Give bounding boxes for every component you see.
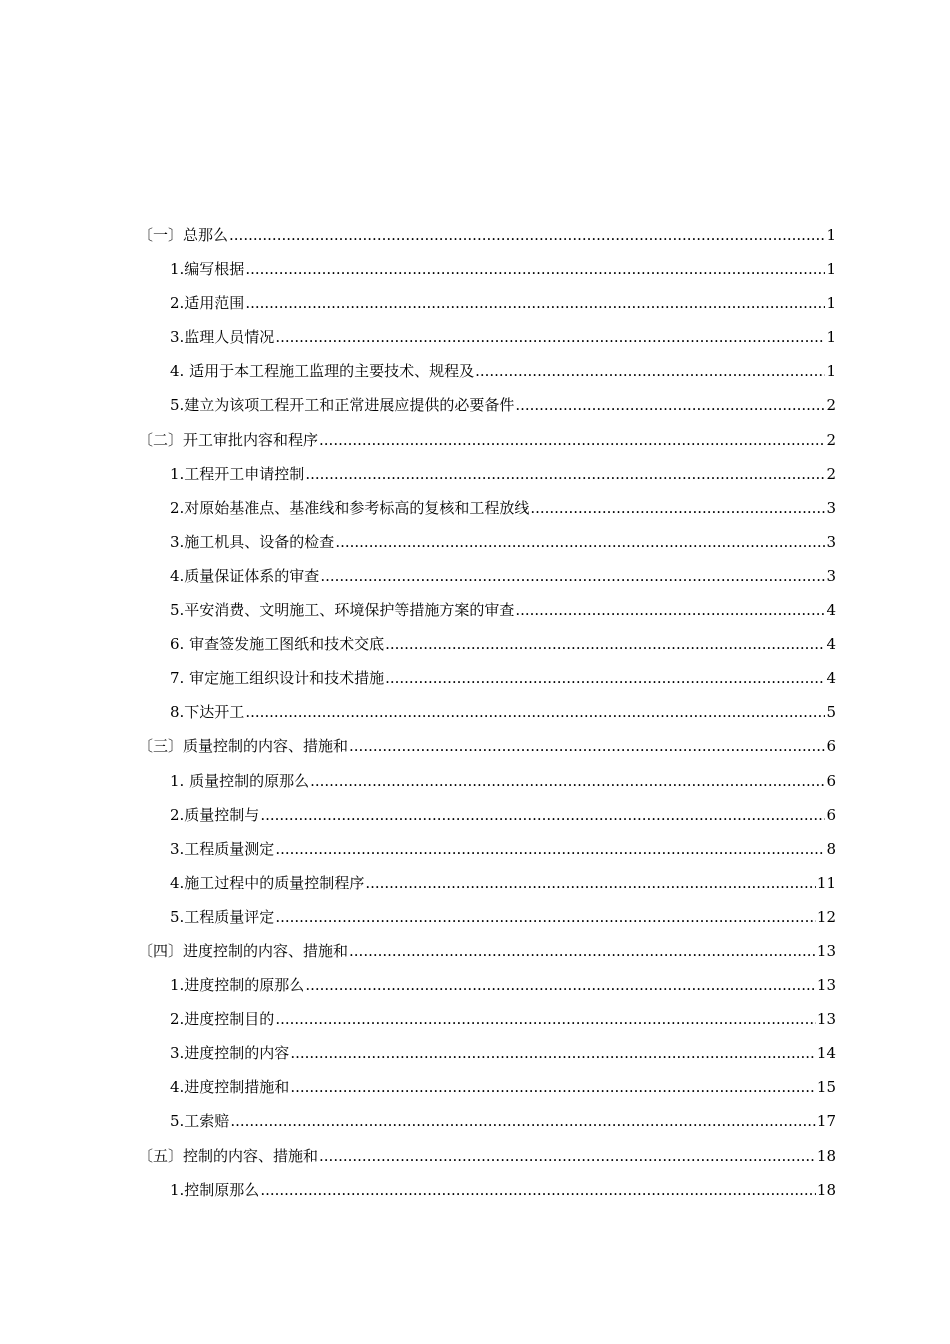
toc-dot-leader bbox=[245, 292, 825, 314]
toc-entry-page-number: 1 bbox=[826, 226, 836, 244]
toc-entry[interactable] bbox=[138, 667, 836, 701]
toc-entry-title: 4. 适用于本工程施工监理的主要技术、规程及 bbox=[170, 362, 475, 381]
toc-entry-title: 2.对原始基准点、基准线和参考标高的复核和工程放线 bbox=[170, 498, 530, 517]
table-of-contents bbox=[138, 224, 836, 1213]
toc-dot-leader bbox=[335, 531, 825, 553]
toc-entry-title: 1.进度控制的原那么 bbox=[170, 976, 305, 995]
toc-entry-title: 5.工索赔 bbox=[170, 1112, 230, 1131]
toc-dot-leader bbox=[385, 667, 825, 689]
toc-dot-leader bbox=[245, 258, 825, 280]
toc-dot-leader bbox=[319, 429, 825, 451]
toc-entry-title: 7. 审定施工组织设计和技术措施 bbox=[170, 669, 385, 688]
toc-entry-page-number: 1 bbox=[826, 328, 836, 347]
toc-entry[interactable] bbox=[138, 1179, 836, 1213]
toc-entry[interactable] bbox=[138, 940, 836, 974]
toc-entry[interactable] bbox=[138, 633, 836, 667]
toc-dot-leader bbox=[475, 360, 825, 382]
toc-entry-page-number: 4 bbox=[826, 635, 836, 654]
toc-entry[interactable] bbox=[138, 701, 836, 735]
toc-entry[interactable] bbox=[138, 565, 836, 599]
toc-dot-leader bbox=[275, 326, 825, 348]
toc-entry-page-number: 3 bbox=[826, 498, 836, 517]
toc-entry-title: 1. 质量控制的原那么 bbox=[170, 771, 310, 790]
toc-entry-title: 〔四〕进度控制的内容、措施和 bbox=[138, 941, 349, 960]
toc-entry[interactable] bbox=[138, 872, 836, 906]
toc-dot-leader bbox=[365, 872, 816, 894]
toc-dot-leader bbox=[290, 1076, 816, 1098]
toc-entry-page-number: 12 bbox=[816, 907, 836, 926]
toc-entry-page-number: 6 bbox=[826, 737, 836, 756]
toc-entry-page-number: 6 bbox=[826, 805, 836, 824]
toc-entry-page-number: 3 bbox=[826, 532, 836, 551]
toc-entry[interactable] bbox=[138, 770, 836, 804]
toc-entry[interactable] bbox=[138, 531, 836, 565]
toc-entry-title: 3.施工机具、设备的检查 bbox=[170, 532, 335, 551]
toc-dot-leader bbox=[319, 1145, 816, 1167]
toc-entry[interactable] bbox=[138, 1076, 836, 1110]
toc-entry[interactable] bbox=[138, 258, 836, 292]
toc-entry-title: 〔一〕总那么 bbox=[138, 226, 229, 244]
toc-entry[interactable] bbox=[138, 974, 836, 1008]
toc-entry-page-number: 1 bbox=[826, 294, 836, 313]
toc-dot-leader bbox=[275, 838, 825, 860]
toc-entry-title: 3.监理人员情况 bbox=[170, 328, 275, 347]
toc-dot-leader bbox=[385, 633, 825, 655]
toc-entry[interactable] bbox=[138, 838, 836, 872]
toc-dot-leader bbox=[305, 974, 816, 996]
toc-dot-leader bbox=[290, 1042, 816, 1064]
toc-entry-page-number: 1 bbox=[826, 362, 836, 381]
toc-entry-page-number: 13 bbox=[816, 976, 836, 995]
toc-entry[interactable] bbox=[138, 360, 836, 394]
toc-dot-leader bbox=[310, 770, 825, 792]
toc-entry-page-number: 13 bbox=[816, 941, 836, 960]
toc-entry-title: 〔三〕质量控制的内容、措施和 bbox=[138, 737, 349, 756]
toc-entry[interactable] bbox=[138, 906, 836, 940]
toc-entry-page-number: 2 bbox=[826, 464, 836, 483]
toc-entry-title: 1.编写根据 bbox=[170, 260, 245, 279]
toc-entry[interactable] bbox=[138, 497, 836, 531]
toc-entry-page-number: 8 bbox=[826, 839, 836, 858]
toc-entry[interactable] bbox=[138, 292, 836, 326]
toc-entry-page-number: 13 bbox=[816, 1010, 836, 1029]
toc-dot-leader bbox=[305, 463, 825, 485]
toc-entry-page-number: 3 bbox=[826, 566, 836, 585]
toc-entry-page-number: 4 bbox=[826, 669, 836, 688]
toc-entry[interactable] bbox=[138, 224, 836, 258]
toc-dot-leader bbox=[349, 940, 816, 962]
toc-dot-leader bbox=[275, 1008, 816, 1030]
toc-entry[interactable] bbox=[138, 599, 836, 633]
toc-entry-title: 2.适用范围 bbox=[170, 294, 245, 313]
toc-entry-page-number: 6 bbox=[826, 771, 836, 790]
toc-entry-title: 1.工程开工申请控制 bbox=[170, 464, 305, 483]
toc-entry[interactable] bbox=[138, 1110, 836, 1144]
toc-dot-leader bbox=[515, 394, 825, 416]
toc-entry-title: 〔二〕开工审批内容和程序 bbox=[138, 430, 319, 449]
toc-entry[interactable] bbox=[138, 463, 836, 497]
toc-entry-page-number: 14 bbox=[816, 1044, 836, 1063]
toc-entry[interactable] bbox=[138, 394, 836, 428]
toc-dot-leader bbox=[229, 224, 825, 246]
toc-dot-leader bbox=[320, 565, 825, 587]
toc-entry-title: 8.下达开工 bbox=[170, 703, 245, 722]
toc-dot-leader bbox=[515, 599, 825, 621]
toc-entry-title: 6. 审查签发施工图纸和技术交底 bbox=[170, 635, 385, 654]
toc-dot-leader bbox=[530, 497, 825, 519]
toc-entry[interactable] bbox=[138, 1042, 836, 1076]
toc-entry-title: 5.建立为该项工程开工和正常进展应提供的必要备件 bbox=[170, 396, 515, 415]
toc-entry-title: 2.质量控制与 bbox=[170, 805, 260, 824]
toc-entry-title: 〔五〕控制的内容、措施和 bbox=[138, 1146, 319, 1165]
toc-entry-page-number: 2 bbox=[826, 396, 836, 415]
toc-dot-leader bbox=[260, 804, 825, 826]
toc-entry[interactable] bbox=[138, 1008, 836, 1042]
toc-entry-title: 3.进度控制的内容 bbox=[170, 1044, 290, 1063]
toc-entry[interactable] bbox=[138, 804, 836, 838]
toc-entry[interactable] bbox=[138, 735, 836, 769]
toc-entry-title: 3.工程质量测定 bbox=[170, 839, 275, 858]
toc-entry-page-number: 4 bbox=[826, 601, 836, 620]
toc-entry-title: 2.进度控制目的 bbox=[170, 1010, 275, 1029]
toc-entry-page-number: 5 bbox=[826, 703, 836, 722]
toc-entry-title: 5.平安消费、文明施工、环境保护等措施方案的审查 bbox=[170, 601, 515, 620]
toc-dot-leader bbox=[230, 1110, 816, 1132]
toc-entry-page-number: 1 bbox=[826, 260, 836, 279]
toc-dot-leader bbox=[275, 906, 816, 928]
toc-entry[interactable] bbox=[138, 326, 836, 360]
toc-entry-page-number: 18 bbox=[816, 1180, 836, 1199]
toc-dot-leader bbox=[260, 1179, 816, 1201]
toc-entry-page-number: 15 bbox=[816, 1078, 836, 1097]
toc-entry-title: 1.控制原那么 bbox=[170, 1180, 260, 1199]
toc-entry-title: 5.工程质量评定 bbox=[170, 907, 275, 926]
toc-entry-title: 4.质量保证体系的审查 bbox=[170, 566, 320, 585]
toc-entry-page-number: 17 bbox=[816, 1112, 836, 1131]
toc-entry-page-number: 2 bbox=[826, 430, 836, 449]
toc-dot-leader bbox=[349, 735, 825, 757]
toc-entry-title: 4.施工过程中的质量控制程序 bbox=[170, 873, 365, 892]
toc-entry-page-number: 18 bbox=[816, 1146, 836, 1165]
toc-entry[interactable] bbox=[138, 429, 836, 463]
toc-entry-page-number: 11 bbox=[816, 873, 836, 892]
toc-entry-title: 4.进度控制措施和 bbox=[170, 1078, 290, 1097]
toc-entry[interactable] bbox=[138, 1145, 836, 1179]
toc-dot-leader bbox=[245, 701, 825, 723]
